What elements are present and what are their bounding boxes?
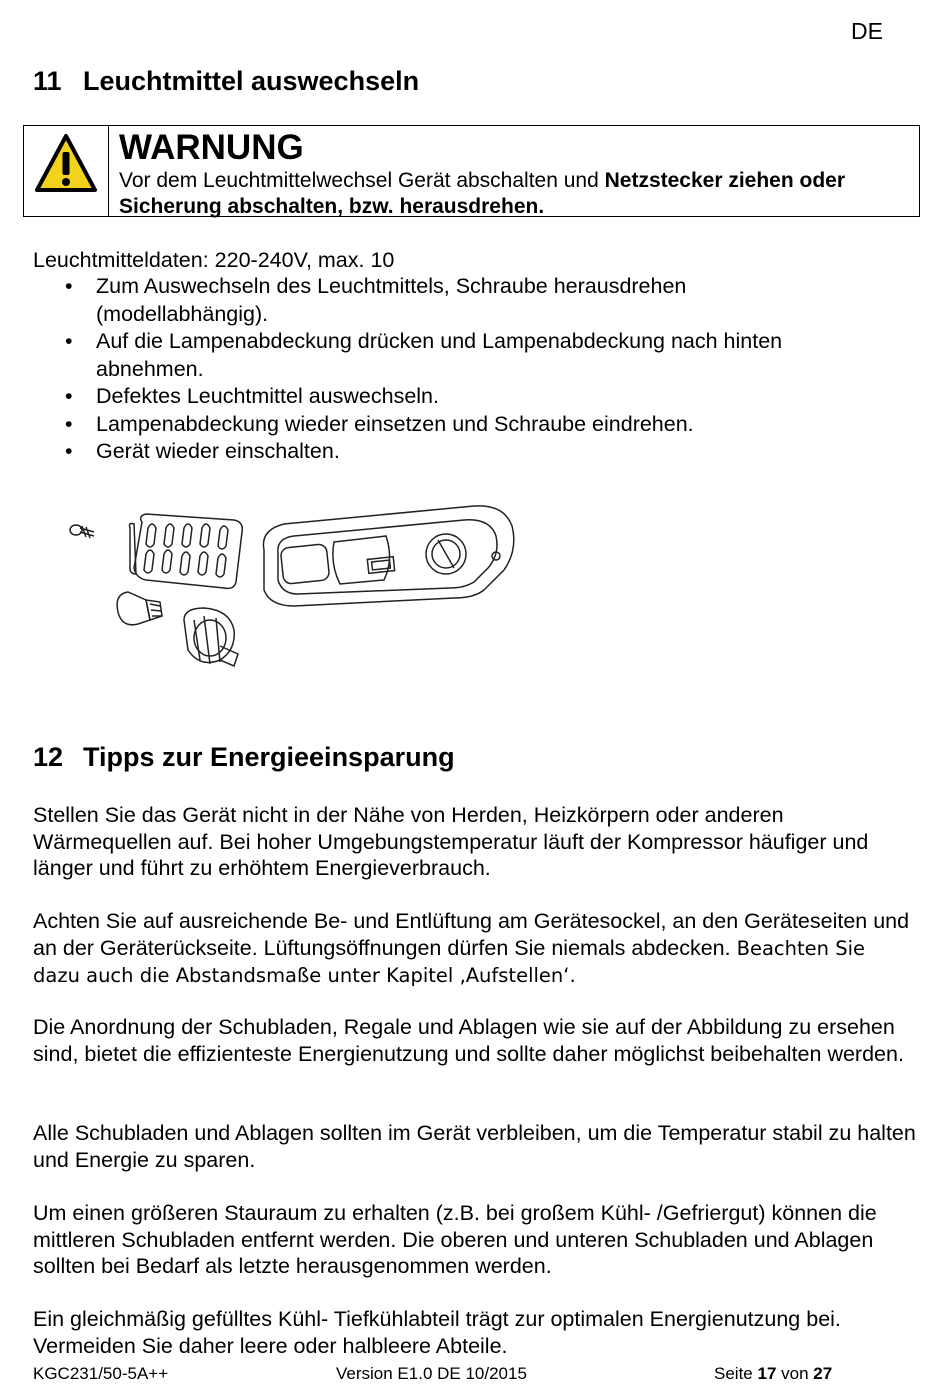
section-title: Leuchtmittel auswechseln <box>83 66 420 96</box>
control-panel-housing-icon <box>263 506 513 606</box>
section-12-heading <box>33 742 455 773</box>
lamp-replacement-illustration <box>34 470 579 700</box>
list-item: • Lampenabdeckung wieder einsetzen und Schraube eindrehen. <box>33 411 863 439</box>
warning-text-bold: Netzstecker ziehen oder Sicherung abschalten, bzw. herausdrehen. <box>119 169 846 218</box>
lamp-cover-icon <box>130 514 243 588</box>
section-number: 11 <box>33 66 62 96</box>
screw-icon <box>70 525 94 538</box>
list-item: • Zum Auswechseln des Leuchtmittels, Schraube herausdrehen (modellabhängig). <box>33 273 863 328</box>
section-11-heading <box>33 66 419 97</box>
warning-triangle-icon <box>34 132 98 196</box>
warning-text <box>119 168 909 220</box>
paragraph: Um einen größeren Stauraum zu erhalten (z.B. bei großem Kühl- /Gefriergut) können die mittleren Schubladen entfernt werden. Die oberen und unteren Schubladen und Ablagen sollten bei Bedarf als letzte herausgenommen werden. <box>33 1201 877 1278</box>
list-item: • Auf die Lampenabdeckung drücken und Lampenabdeckung nach hinten abnehmen. <box>33 328 863 383</box>
paragraph-text: Achten Sie auf ausreichende Be- und Entlüftung am Gerätesockel, an den Geräteseiten und an der Geräterückseite. Lüftungsöffnungen dürfen Sie niemals abdecken. <box>33 909 910 960</box>
light-bulb-icon <box>117 592 162 625</box>
footer-model: KGC231/50-5A++ <box>33 1364 169 1383</box>
language-code: DE <box>851 18 883 44</box>
page-mid: von <box>776 1364 814 1383</box>
list-item: • Defektes Leuchtmittel auswechseln. <box>33 383 863 411</box>
paragraph-highlight: Beachten Sie dazu auch die Abstandsmaße unter Kapitel ‚Aufstellen‘. <box>33 936 865 987</box>
lamp-socket-icon <box>184 608 238 666</box>
section-title: Tipps zur Energieeinsparung <box>83 742 455 772</box>
page-prefix: Seite <box>714 1364 758 1383</box>
warning-icon-cell <box>24 126 109 216</box>
section-number: 12 <box>33 742 64 772</box>
page-current: 17 <box>757 1364 777 1383</box>
warning-text-normal: Vor dem Leuchtmittelwechsel Gerät abschalten und <box>119 169 605 192</box>
step-list <box>33 273 863 466</box>
list-item: • Gerät wieder einschalten. <box>33 438 863 466</box>
warning-title: WARNUNG <box>119 128 304 167</box>
footer-version: Version E1.0 DE 10/2015 <box>336 1364 527 1383</box>
page-total: 27 <box>813 1364 833 1383</box>
paragraph: Ein gleichmäßig gefülltes Kühl- Tiefkühlabteil trägt zur optimalen Energienutzung bei. Vermeiden Sie daher leere oder halbleere Abteile. <box>33 1307 841 1358</box>
paragraph <box>33 908 916 990</box>
paragraph: Stellen Sie das Gerät nicht in der Nähe von Herden, Heizkörpern oder anderen Wärmequellen auf. Bei hoher Umgebungstemperatur läuft der Kompressor häufiger und länger und führt zu erhöhtem Energieverbrauch. <box>33 803 869 880</box>
paragraph: Die Anordnung der Schubladen, Regale und Ablagen wie sie auf der Abbildung zu ersehen sind, bietet die effizienteste Energienutzung und sollte daher möglichst beibehalten werden. <box>33 1015 904 1066</box>
warning-box <box>23 125 920 217</box>
lamp-data-line: Leuchtmitteldaten: 220-240V, max. 10 <box>33 248 395 272</box>
paragraph: Alle Schubladen und Ablagen sollten im Gerät verbleiben, um die Temperatur stabil zu halten und Energie zu sparen. <box>33 1121 916 1172</box>
footer-page-number <box>714 1364 832 1384</box>
